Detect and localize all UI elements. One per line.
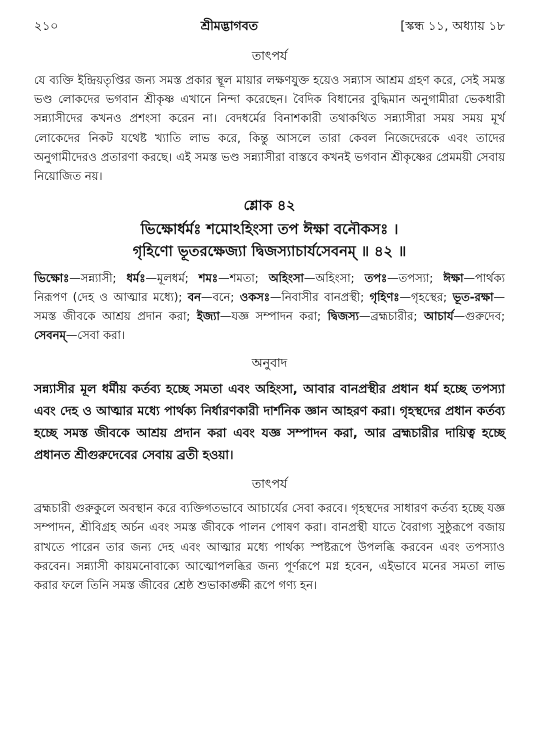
synonym-meaning: মূলধর্ম;: [156, 271, 199, 286]
synonym-word: ভিক্ষোঃ: [34, 271, 70, 286]
synonym-meaning: গৃহস্থের;: [411, 290, 453, 305]
synonym-meaning: যজ্ঞ সম্পাদন করা;: [231, 309, 328, 324]
synonym-word: ইজ্যা: [196, 309, 220, 324]
purport-heading-2: তাৎপর্য: [251, 476, 288, 492]
synonym-meaning: সমস্ত জীবকে আশ্রয় প্রদান করা;: [34, 309, 197, 324]
synonym-word: ঈক্ষা: [443, 271, 464, 286]
verse-line-2: গৃহিণো ভূতরক্ষেজ্যা দ্বিজস্যাচার্যসেবনম্ ॥ ৪২ ॥: [132, 244, 407, 261]
synonym-word: ভূত-রক্ষা: [452, 290, 494, 305]
synonym-meaning: সন্ন্যাসী;: [80, 271, 127, 286]
synonym-meaning: ব্রহ্মচারীর;: [370, 309, 424, 324]
translation-text: সন্ন্যাসীর মূল ধর্মীয় কর্তব্য হচ্ছে সমতা এবং অহিংসা, আবার বানপ্রস্থীর প্রধান ধর্ম হচ্ছে তপস্যা এবং দেহ ও আত্মার মধ্যে পার্থক্য নির্ধারণকারী দার্শনিক জ্ঞান আহরণ করা। গৃহস্থদের প্রধান কর্তব্য হচ্ছে সমস্ত জীবকে আশ্রয় প্রদান করা এবং যজ্ঞ সম্পাদন করা, আর ব্রহ্মচারীর দায়িত্ব হচ্ছে প্রধানত শ্রীগুরুদেবের সেবায় ব্রতী হওয়া।: [34, 382, 505, 463]
synonyms: ভিক্ষোঃ—সন্ন্যাসী; ধর্মঃ—মূলধর্ম; শমঃ—শমতা; অহিংসা—অহিংসা; তপঃ—তপস্যা; ঈক্ষা—পার্থক্য নিরূপণ (দেহ ও আত্মার মধ্যে); বন—বনে; ওকসঃ—নিবাসীর বানপ্রস্থী; গৃহিণঃ—গৃহস্থের; ভূত-রক্ষা—সমস্ত জীবকে আশ্রয় প্রদান করা; ইজ্যা—যজ্ঞ সম্পাদন করা; দ্বিজস্য—ব্রহ্মচারীর; আচার্য—গুরুদেব; সেবনম্—সেবা করা।: [34, 271, 506, 343]
synonym-meaning: সেবা করা।: [77, 328, 125, 343]
synonym-word: আচার্য: [423, 309, 454, 324]
page-header: [34, 18, 505, 38]
purport-text-2: ব্রহ্মচারী গুরুকুলে অবস্থান করে ব্যক্তিগতভাবে আচার্যের সেবা করবে। গৃহস্থদের সাধারণ কর্তব্য হচ্ছে যজ্ঞ সম্পাদন, শ্রীবিগ্রহ অর্চন এবং সমস্ত জীবকে পালন পোষণ করা। বানপ্রস্থী যাতে বৈরাগ্য সুষ্ঠুরূপে বজায় রাখতে পারেন তার জন্য দেহ এবং আত্মার মধ্যে পার্থক্য স্পষ্টরূপে উপলব্ধি করবেন এবং তপস্যাও করবেন। সন্ন্যাসী কায়মনোবাক্যে আত্মোপলব্ধির জন্য পূর্ণরূপে মগ্ন হবেন, এইভাবে মনের সমতা লাভ করার ফলে তিনি সমস্ত জীবের শ্রেষ্ঠ শুভাকাঙ্ক্ষী রূপে গণ্য হন।: [34, 501, 505, 593]
synonym-word: তপঃ: [364, 271, 388, 286]
synonym-word: অহিংসা: [268, 271, 304, 286]
synonym-meaning: নিবাসীর বানপ্রস্থী;: [281, 290, 370, 305]
section-reference: [স্কন্ধ ১১, অধ্যায় ১৮: [400, 18, 505, 33]
synonym-meaning: গুরুদেব;: [465, 309, 505, 324]
purport-heading-1: তাৎপর্য: [251, 48, 288, 63]
synonym-meaning: অহিংসা;: [315, 271, 365, 286]
synonym-meaning: পার্থক্য নিরূপণ (দেহ ও আত্মার মধ্যে);: [34, 271, 506, 305]
synonym-word: সেবনম্: [34, 328, 66, 343]
verse-line-1: ভিক্ষোর্ধর্মঃ শমোঽহিংসা তপ ঈক্ষা বনৌকসঃ ।: [140, 222, 399, 239]
translation-heading: অনুবাদ: [251, 355, 288, 371]
synonym-word: ধর্মঃ: [126, 271, 146, 286]
page-number: ২১০: [34, 18, 59, 33]
book-title: শ্রীমদ্ভাগবত: [200, 18, 259, 33]
synonym-meaning: তপস্যা;: [398, 271, 444, 286]
synonym-meaning: বনে;: [212, 290, 240, 305]
verse-title: শ্লোক ৪২: [243, 198, 296, 215]
synonym-word: দ্বিজস্য: [327, 309, 359, 324]
purport-text-1: যে ব্যক্তি ইন্দ্রিয়তৃপ্তির জন্য সমস্ত প্রকার স্থূল মায়ার লক্ষণযুক্ত হয়েও সন্ন্যাস আশ্রম গ্রহণ করে, সেই সমস্ত ভণ্ড লোকদের ভগবান শ্রীকৃষ্ণ এখানে নিন্দা করেছেন। বৈদিক বিধানের বুদ্ধিমান অনুগামীরা ভেকধারী সন্ন্যাসীদের কখনও প্রশংসা করেন না। বেদধর্মের বিনাশকারী তথাকথিত সন্ন্যাসীরা সময় সময় মূর্খ লোকেদের নিকট যথেষ্ট খ্যাতি লাভ করে, কিন্তু আসলে তারা কেবল নিজেদেরকে এবং তাদের অনুগামীদেরও প্রতারণা করছে। এই সমস্ত ভণ্ড সন্ন্যাসীরা বাস্তবে কখনই ভগবান শ্রীকৃষ্ণের প্রেমময়ী সেবায় নিয়োজিত নয়।: [34, 73, 505, 184]
synonym-word: গৃহিণঃ: [369, 290, 400, 305]
synonym-word: বন: [187, 290, 202, 305]
synonym-word: ওকসঃ: [239, 290, 271, 305]
synonym-meaning: শমতা;: [229, 271, 269, 286]
synonym-word: শমঃ: [198, 271, 219, 286]
